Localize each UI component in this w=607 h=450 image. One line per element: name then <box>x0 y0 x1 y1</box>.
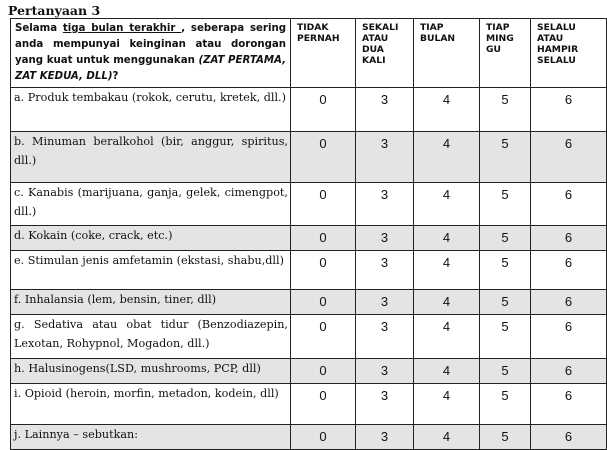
score-cell[interactable]: 0 <box>291 425 356 450</box>
score-cell[interactable]: 3 <box>356 384 414 425</box>
score-cell[interactable]: 4 <box>414 183 480 226</box>
score-cell[interactable]: 4 <box>414 88 480 132</box>
score-cell[interactable]: 0 <box>291 384 356 425</box>
question-text: Selama tiga bulan terakhir , seberapa sering anda mempunyai keinginan atau dorongan yang kuat untuk menggunakan (ZAT PERTAMA, ZAT KEDUA, DLL)? <box>11 19 291 88</box>
score-cell[interactable]: 3 <box>356 251 414 290</box>
score-cell[interactable]: 0 <box>291 88 356 132</box>
table-row <box>11 132 607 183</box>
score-cell[interactable]: 6 <box>531 290 607 315</box>
substance-label: c. Kanabis (marijuana, ganja, gelek, cimengpot, dll.) <box>11 183 291 226</box>
score-cell[interactable]: 3 <box>356 183 414 226</box>
table-row <box>11 315 607 359</box>
score-cell[interactable]: 0 <box>291 226 356 251</box>
score-cell[interactable]: 3 <box>356 132 414 183</box>
score-cell[interactable]: 3 <box>356 359 414 384</box>
score-cell[interactable]: 5 <box>480 88 531 132</box>
score-cell[interactable]: 5 <box>480 132 531 183</box>
score-cell[interactable]: 4 <box>414 251 480 290</box>
score-cell[interactable]: 5 <box>480 425 531 450</box>
score-cell[interactable]: 0 <box>291 132 356 183</box>
col-header-monthly: TIAP BULAN <box>414 19 480 88</box>
score-cell[interactable]: 4 <box>414 384 480 425</box>
substance-label: h. Halusinogens(LSD, mushrooms, PCP, dll) <box>11 359 291 384</box>
score-cell[interactable]: 3 <box>356 425 414 450</box>
col-header-once-twice: SEKALI ATAU DUA KALI <box>356 19 414 88</box>
table-row <box>11 251 607 290</box>
substance-label: d. Kokain (coke, crack, etc.) <box>11 226 291 251</box>
score-cell[interactable]: 3 <box>356 226 414 251</box>
substance-label: i. Opioid (heroin, morfin, metadon, kodein, dll) <box>11 384 291 425</box>
substance-label: b. Minuman beralkohol (bir, anggur, spiritus, dll.) <box>11 132 291 183</box>
table-row <box>11 384 607 425</box>
score-cell[interactable]: 6 <box>531 132 607 183</box>
substance-label: a. Produk tembakau (rokok, cerutu, kretek, dll.) <box>11 88 291 132</box>
score-cell[interactable]: 5 <box>480 226 531 251</box>
table-row <box>11 425 607 450</box>
score-cell[interactable]: 0 <box>291 315 356 359</box>
score-cell[interactable]: 6 <box>531 88 607 132</box>
score-cell[interactable]: 3 <box>356 290 414 315</box>
questionnaire-table <box>10 18 607 450</box>
table-row <box>11 359 607 384</box>
score-cell[interactable]: 6 <box>531 183 607 226</box>
col-header-always: SELALU ATAU HAMPIR SELALU <box>531 19 607 88</box>
score-cell[interactable]: 3 <box>356 88 414 132</box>
page-title: Pertanyaan 3 <box>8 3 101 18</box>
substance-label: e. Stimulan jenis amfetamin (ekstasi, shabu,dll) <box>11 251 291 290</box>
col-header-weekly: TIAP MING GU <box>480 19 531 88</box>
score-cell[interactable]: 0 <box>291 183 356 226</box>
substance-label: f. Inhalansia (lem, bensin, tiner, dll) <box>11 290 291 315</box>
table-row <box>11 226 607 251</box>
table-row <box>11 290 607 315</box>
score-cell[interactable]: 5 <box>480 183 531 226</box>
score-cell[interactable]: 6 <box>531 384 607 425</box>
score-cell[interactable]: 6 <box>531 251 607 290</box>
score-cell[interactable]: 4 <box>414 315 480 359</box>
table-row <box>11 88 607 132</box>
col-header-never: TIDAK PERNAH <box>291 19 356 88</box>
table-row <box>11 183 607 226</box>
substance-label: j. Lainnya – sebutkan: <box>11 425 291 450</box>
score-cell[interactable]: 4 <box>414 425 480 450</box>
score-cell[interactable]: 5 <box>480 359 531 384</box>
score-cell[interactable]: 3 <box>356 315 414 359</box>
score-cell[interactable]: 6 <box>531 359 607 384</box>
header-row <box>11 19 607 88</box>
score-cell[interactable]: 4 <box>414 226 480 251</box>
score-cell[interactable]: 4 <box>414 359 480 384</box>
score-cell[interactable]: 4 <box>414 132 480 183</box>
score-cell[interactable]: 6 <box>531 226 607 251</box>
score-cell[interactable]: 6 <box>531 425 607 450</box>
substance-label: g. Sedativa atau obat tidur (Benzodiazepin, Lexotan, Rohypnol, Mogadon, dll.) <box>11 315 291 359</box>
score-cell[interactable]: 0 <box>291 359 356 384</box>
score-cell[interactable]: 0 <box>291 251 356 290</box>
score-cell[interactable]: 5 <box>480 384 531 425</box>
score-cell[interactable]: 5 <box>480 315 531 359</box>
substance-rows <box>11 88 607 450</box>
score-cell[interactable]: 0 <box>291 290 356 315</box>
score-cell[interactable]: 6 <box>531 315 607 359</box>
score-cell[interactable]: 4 <box>414 290 480 315</box>
score-cell[interactable]: 5 <box>480 251 531 290</box>
score-cell[interactable]: 5 <box>480 290 531 315</box>
